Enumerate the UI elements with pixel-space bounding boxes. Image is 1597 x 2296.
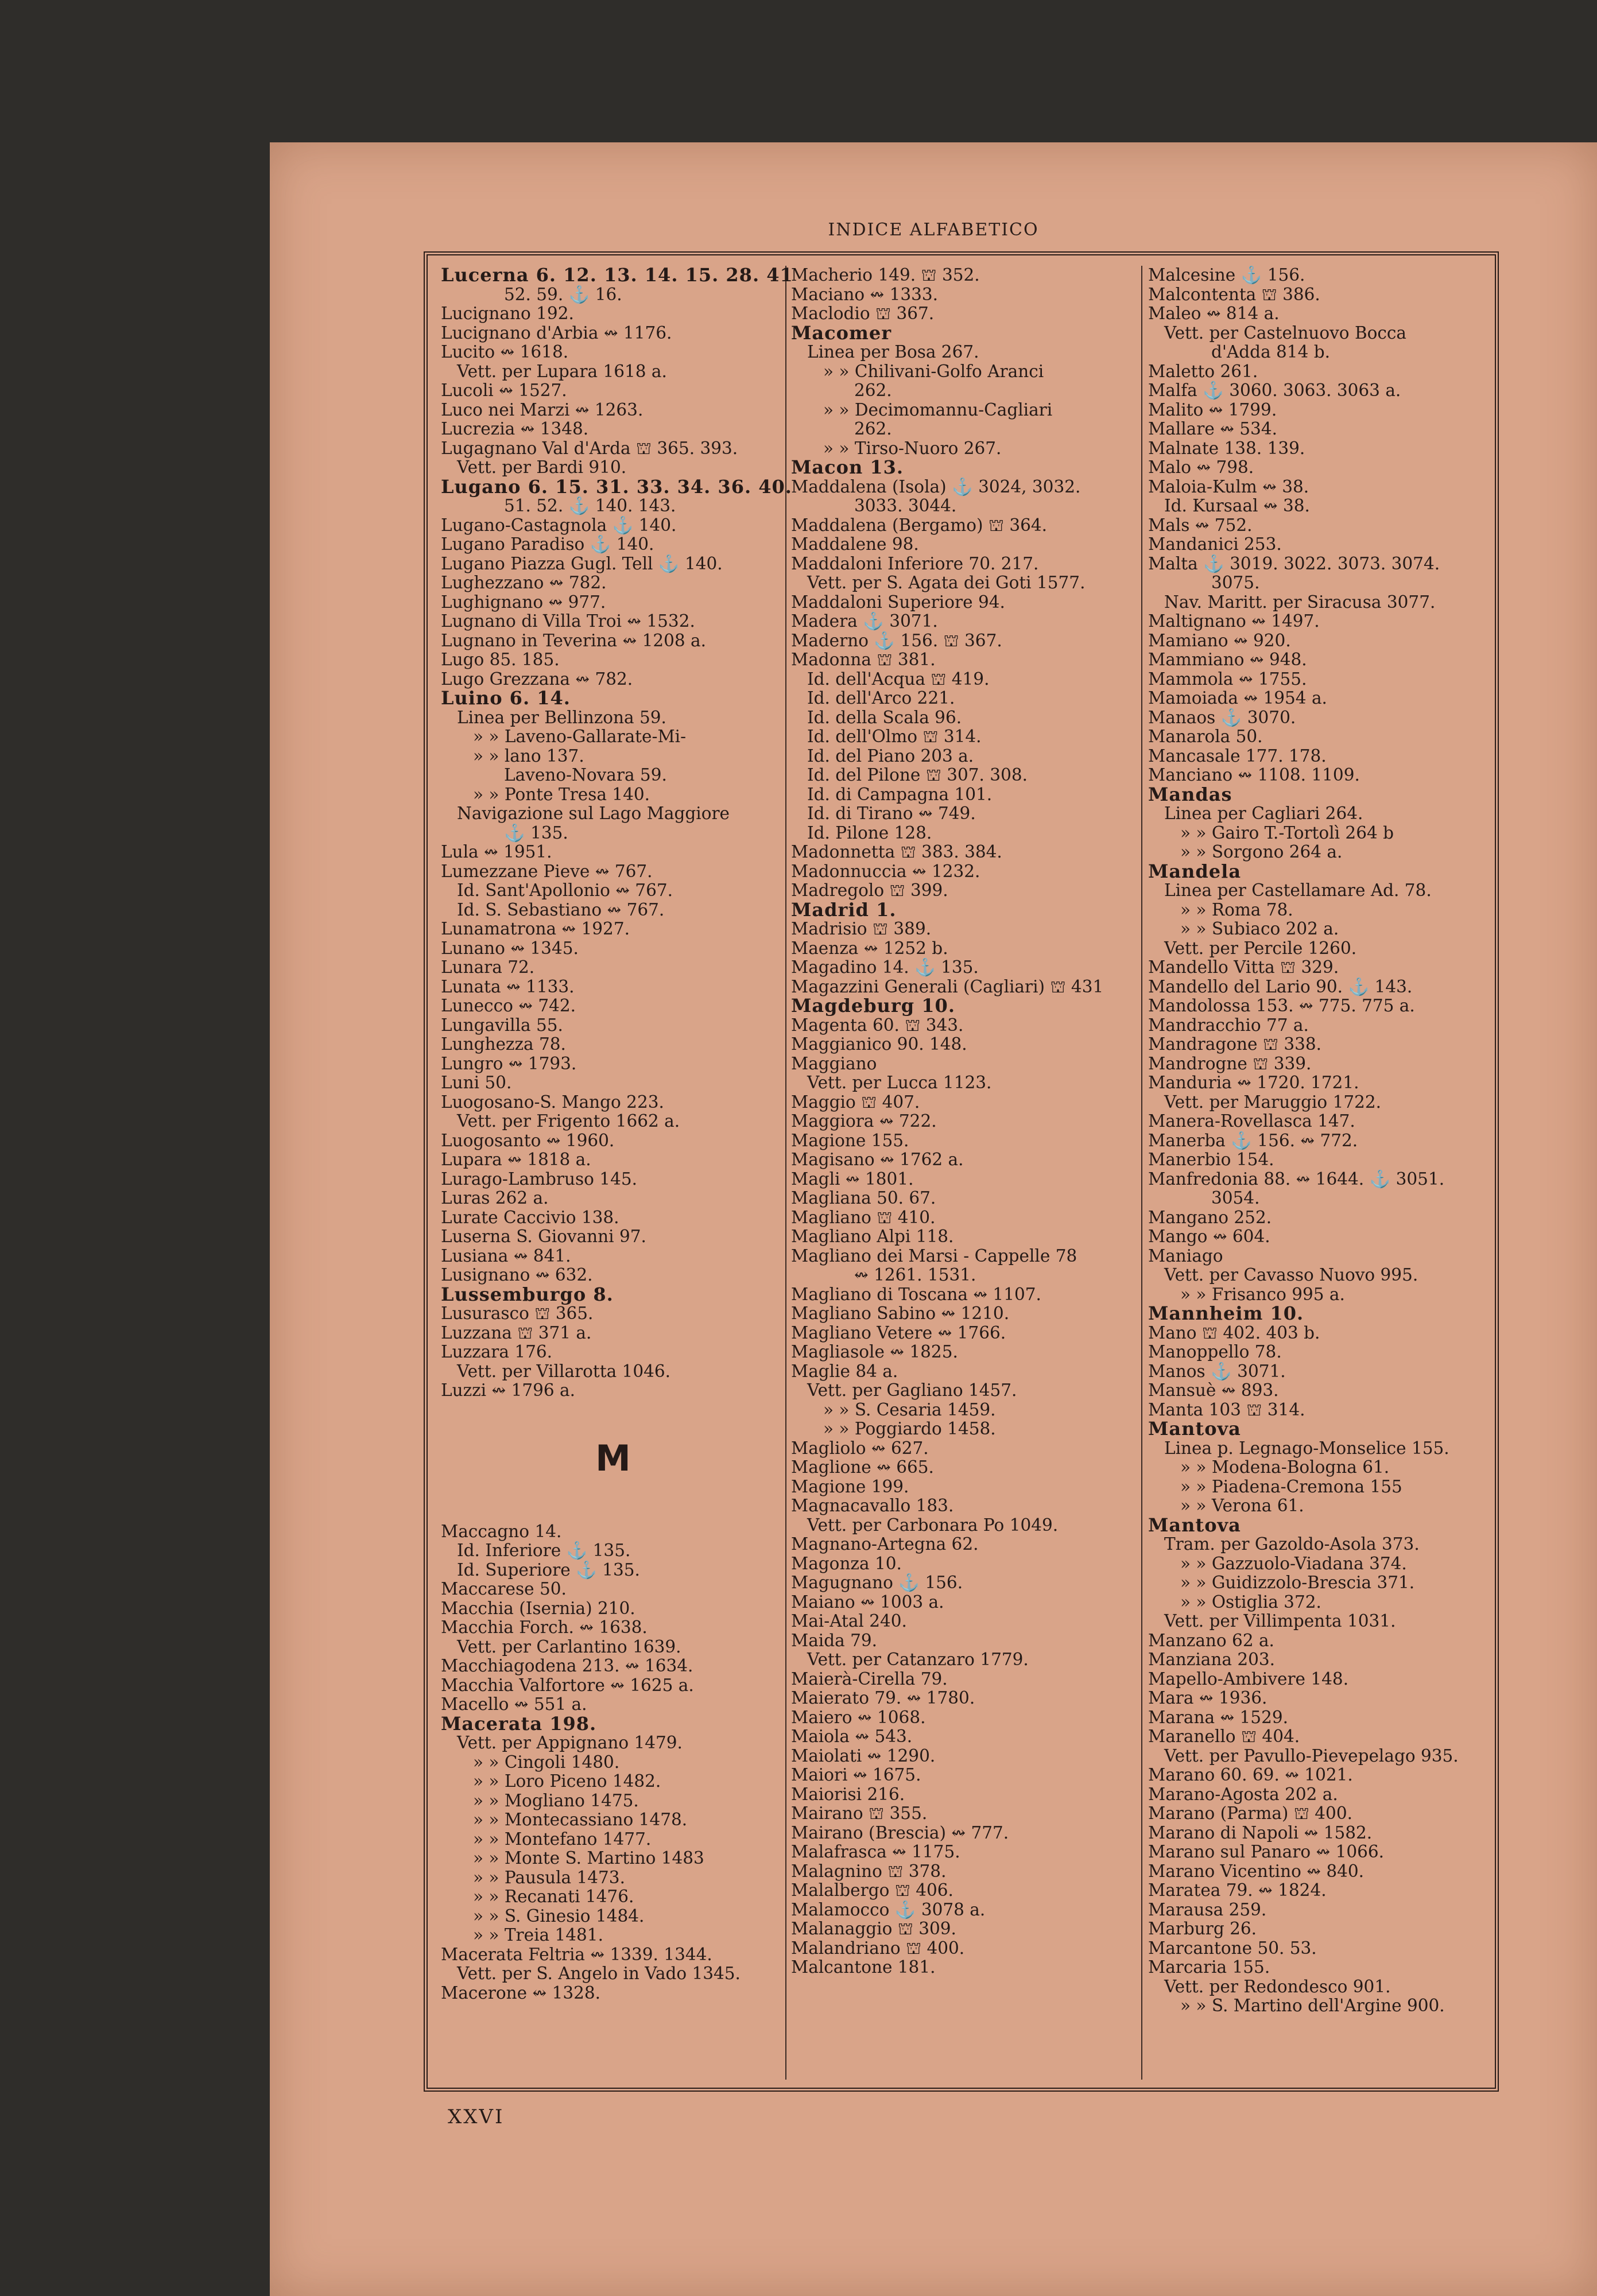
index-entry: Lucerna 6. 12. 13. 14. 15. 28. 41: [441, 264, 793, 286]
index-entry: Marausa 259.: [1148, 1899, 1267, 1919]
index-entry: Madrisio ⛫ 389.: [791, 919, 932, 938]
index-entry: » » lano 137.: [473, 746, 584, 766]
index-entry: Madonna ⛫ 381.: [791, 650, 936, 669]
index-entry: Manerba ⚓ 156. ↭ 772.: [1148, 1130, 1358, 1150]
index-entry: » » Tirso-Nuoro 267.: [823, 438, 1002, 458]
index-entry: Malafrasca ↭ 1175.: [791, 1842, 960, 1861]
index-entry: Magonza 10.: [791, 1553, 902, 1573]
index-entry: Lunecco ↭ 742.: [441, 996, 576, 1015]
index-entry: Lunano ↭ 1345.: [441, 938, 579, 958]
index-entry: Maierà-Cirella 79.: [791, 1669, 948, 1689]
index-entry: Lugo Grezzana ↭ 782.: [441, 669, 633, 689]
index-entry: Maggianico 90. 148.: [791, 1034, 967, 1054]
index-entry: » » Gairo T.-Tortolì 264 b: [1180, 823, 1394, 843]
index-column-2: [791, 266, 1135, 2080]
index-entry: Malandriano ⛫ 400.: [791, 1938, 965, 1958]
index-entry: 51. 52. ⚓ 140. 143.: [504, 496, 676, 515]
index-entry: Mangano 252.: [1148, 1207, 1272, 1227]
index-entry: » » Laveno-Gallarate-Mi-: [473, 727, 687, 746]
index-entry: Manta 103 ⛫ 314.: [1148, 1399, 1305, 1420]
index-entry: Vett. per Redondesco 901.: [1164, 1976, 1391, 1996]
index-entry: Lussemburgo 8.: [441, 1283, 614, 1305]
index-entry: Mancasale 177. 178.: [1148, 746, 1327, 766]
index-entry: Vett. per Maruggio 1722.: [1164, 1092, 1382, 1112]
index-entry: Magliano ⛫ 410.: [791, 1207, 936, 1227]
index-entry: Id. Inferiore ⚓ 135.: [457, 1541, 631, 1560]
index-entry: Linea per Cagliari 264.: [1164, 804, 1363, 823]
index-entry: Lugo 85. 185.: [441, 650, 560, 669]
index-entry: » » Poggiardo 1458.: [823, 1419, 996, 1438]
index-entry: » » S. Martino dell'Argine 900.: [1180, 1996, 1445, 2015]
index-entry: » » Modena-Bologna 61.: [1180, 1457, 1390, 1477]
index-entry: Maccagno 14.: [441, 1521, 562, 1541]
index-entry: Vett. per Lucca 1123.: [807, 1073, 992, 1092]
index-entry: Malta ⚓ 3019. 3022. 3073. 3074.: [1148, 553, 1440, 573]
index-entry: Luserna S. Giovanni 97.: [441, 1227, 646, 1246]
index-entry: 3033. 3044.: [854, 496, 957, 515]
index-entry: Magliano di Toscana ↭ 1107.: [791, 1284, 1041, 1304]
entries-ma: [441, 1522, 785, 2003]
index-entry: Maclodio ⛫ 367.: [791, 304, 935, 323]
index-entry: Magliasole ↭ 1825.: [791, 1342, 958, 1362]
index-entry: Luino 6. 14.: [441, 687, 571, 709]
index-entry: Marburg 26.: [1148, 1919, 1257, 1938]
index-entry: Maloia-Kulm ↭ 38.: [1148, 476, 1309, 497]
index-entry: Magione 199.: [791, 1476, 909, 1496]
index-entry: Manoppello 78.: [1148, 1342, 1282, 1362]
index-entry: ⚓ 135.: [504, 823, 568, 843]
index-entry: Lusignano ↭ 632.: [441, 1265, 593, 1285]
index-entry: Magliana 50. 67.: [791, 1188, 936, 1208]
index-entry: Vett. per Villimpenta 1031.: [1164, 1611, 1396, 1631]
index-entry: Madregolo ⛫ 399.: [791, 881, 948, 900]
index-entry: Macherio 149. ⛫ 352.: [791, 265, 980, 285]
index-entry: Mansuè ↭ 893.: [1148, 1380, 1279, 1400]
index-entry: Lupara ↭ 1818 a.: [441, 1150, 591, 1169]
index-entry: Magnacavallo 183.: [791, 1496, 954, 1515]
index-entry: Lurate Caccivio 138.: [441, 1207, 619, 1227]
index-entry: Id. Kursaal ↭ 38.: [1164, 496, 1310, 515]
index-entry: Mandragone ⛫ 338.: [1148, 1034, 1322, 1054]
index-entry: Vett. per Carbonara Po 1049.: [807, 1515, 1059, 1535]
index-entry: Manerbio 154.: [1148, 1150, 1274, 1169]
index-entry: Mai-Atal 240.: [791, 1611, 907, 1631]
index-entry: Linea p. Legnago-Monselice 155.: [1164, 1438, 1449, 1458]
entries-mac-mal: [791, 266, 1135, 1977]
index-entry: Madera ⚓ 3071.: [791, 611, 938, 631]
index-entry: Marcaria 155.: [1148, 1957, 1270, 1977]
index-entry: Id. dell'Arco 221.: [807, 688, 955, 708]
index-entry: Maiori ↭ 1675.: [791, 1765, 921, 1785]
index-entry: Maiolati ↭ 1290.: [791, 1746, 936, 1766]
index-entry: » » Monte S. Martino 1483: [473, 1848, 704, 1868]
index-entry: Marano 60. 69. ↭ 1021.: [1148, 1765, 1353, 1785]
index-entry: Vett. per Catanzaro 1779.: [807, 1650, 1029, 1669]
index-entry: Magnano-Artegna 62.: [791, 1534, 979, 1554]
index-entry: Malcontenta ⛫ 386.: [1148, 284, 1320, 304]
index-entry: Manos ⚓ 3071.: [1148, 1361, 1286, 1381]
index-entry: Linea per Castellamare Ad. 78.: [1164, 881, 1432, 900]
index-entry: Maranello ⛫ 404.: [1148, 1727, 1300, 1746]
index-entry: Maratea 79. ↭ 1824.: [1148, 1880, 1327, 1900]
index-entry: Lugagnano Val d'Arda ⛫ 365. 393.: [441, 438, 738, 458]
index-entry: Marano-Agosta 202 a.: [1148, 1784, 1338, 1804]
index-entry: Lusiana ↭ 841.: [441, 1246, 571, 1266]
index-entry: Marano sul Panaro ↭ 1066.: [1148, 1842, 1385, 1861]
index-entry: Macomer: [791, 321, 892, 344]
index-entry: Tram. per Gazoldo-Asola 373.: [1164, 1534, 1420, 1554]
index-entry: Maierato 79. ↭ 1780.: [791, 1688, 975, 1708]
index-entry: » » Cingoli 1480.: [473, 1752, 620, 1772]
index-entry: Mannheim 10.: [1148, 1302, 1304, 1324]
index-entry: 262.: [854, 419, 892, 439]
index-entry: Manciano ↭ 1108. 1109.: [1148, 765, 1360, 785]
index-entry: Maiero ↭ 1068.: [791, 1707, 926, 1727]
index-entry: Luzzara 176.: [441, 1342, 553, 1362]
index-entry: Marano (Parma) ⛫ 400.: [1148, 1804, 1352, 1823]
index-entry: » » S. Ginesio 1484.: [473, 1906, 645, 1926]
index-entry: Manziana 203.: [1148, 1650, 1276, 1669]
index-entry: Malo ↭ 798.: [1148, 457, 1254, 477]
index-entry: Lucignano 192.: [441, 304, 574, 323]
index-entry: Maglione ↭ 665.: [791, 1457, 934, 1477]
index-entry: Macchiagodena 213. ↭ 1634.: [441, 1656, 693, 1676]
index-entry: Lugnano di Villa Troi ↭ 1532.: [441, 611, 695, 631]
index-entry: » » Treia 1481.: [473, 1925, 603, 1945]
index-entry: Luzzana ⛫ 371 a.: [441, 1322, 592, 1343]
index-entry: Vett. per Percile 1260.: [1164, 938, 1357, 958]
index-entry: Mandello del Lario 90. ⚓ 143.: [1148, 976, 1413, 996]
index-entry: ↭ 1261. 1531.: [854, 1265, 976, 1285]
index-entry: Lucoli ↭ 1527.: [441, 381, 567, 400]
index-entry: Id. Sant'Apollonio ↭ 767.: [457, 881, 673, 900]
index-entry: Maleo ↭ 814 a.: [1148, 304, 1280, 323]
index-entry: Marcantone 50. 53.: [1148, 1938, 1317, 1958]
index-entry: Lugano Piazza Gugl. Tell ⚓ 140.: [441, 553, 723, 573]
index-entry: Lucito ↭ 1618.: [441, 342, 569, 362]
index-entry: » » Mogliano 1475.: [473, 1790, 639, 1810]
index-entry: Marano Vicentino ↭ 840.: [1148, 1861, 1365, 1881]
index-entry: Lugano-Castagnola ⚓ 140.: [441, 515, 677, 535]
index-entry: Maglie 84 a.: [791, 1361, 898, 1381]
column-divider: [1141, 266, 1142, 2080]
index-entry: Lugano Paradiso ⚓ 140.: [441, 534, 654, 554]
index-entry: Lurago-Lambruso 145.: [441, 1169, 637, 1189]
index-entry: » » Decimomannu-Cagliari: [823, 400, 1053, 420]
index-entry: Mamiano ↭ 920.: [1148, 630, 1291, 650]
index-entry: Maiola ↭ 543.: [791, 1727, 913, 1746]
index-column-3: [1148, 266, 1487, 2080]
index-entry: Mairano ⛫ 355.: [791, 1804, 928, 1823]
index-entry: Mango ↭ 604.: [1148, 1227, 1270, 1246]
index-entry: Maggiora ↭ 722.: [791, 1111, 937, 1131]
index-entry: Mara ↭ 1936.: [1148, 1688, 1267, 1708]
index-entry: Maddalene 98.: [791, 534, 919, 554]
index-entry: Maddaloni Superiore 94.: [791, 592, 1005, 612]
index-entry: » » Ponte Tresa 140.: [473, 784, 650, 804]
index-entry: Lughignano ↭ 977.: [441, 592, 606, 612]
index-entry: Id. dell'Olmo ⛫ 314.: [807, 727, 982, 746]
index-entry: Macchia Valfortore ↭ 1625 a.: [441, 1675, 694, 1695]
index-entry: Maletto 261.: [1148, 361, 1258, 381]
index-entry: » » Gazzuolo-Viadana 374.: [1180, 1553, 1407, 1573]
index-entry: Mallare ↭ 534.: [1148, 419, 1277, 439]
index-entry: Id. Superiore ⚓ 135.: [457, 1560, 640, 1580]
index-entry: » » Verona 61.: [1180, 1496, 1304, 1515]
index-entry: Navigazione sul Lago Maggiore: [457, 804, 730, 823]
index-entry: Marano di Napoli ↭ 1582.: [1148, 1822, 1373, 1843]
index-entry: Luni 50.: [441, 1073, 512, 1092]
index-entry: Vett. per S. Agata dei Goti 1577.: [807, 573, 1086, 592]
index-entry: Magliano Sabino ↭ 1210.: [791, 1304, 1010, 1323]
index-entry: Lunamatrona ↭ 1927.: [441, 919, 630, 938]
index-entry: Vett. per Appignano 1479.: [457, 1733, 683, 1752]
index-entry: Vett. per Castelnuovo Bocca: [1164, 323, 1407, 343]
index-entry: Maniago: [1148, 1246, 1223, 1266]
index-entry: Malanaggio ⛫ 309.: [791, 1919, 956, 1938]
index-entry: » » Piadena-Cremona 155: [1180, 1476, 1402, 1496]
index-entry: Vett. per Gagliano 1457.: [807, 1380, 1017, 1400]
index-entry: Macerata 198.: [441, 1712, 597, 1735]
index-entry: Mandracchio 77 a.: [1148, 1015, 1309, 1035]
index-entry: Maddaloni Inferiore 70. 217.: [791, 553, 1039, 573]
page-number: XXVI: [448, 2105, 505, 2128]
index-entry: Manzano 62 a.: [1148, 1630, 1274, 1650]
index-entry: Vett. per Carlantino 1639.: [457, 1636, 681, 1657]
index-entry: » » S. Cesaria 1459.: [823, 1399, 996, 1420]
index-entry: Luogosanto ↭ 1960.: [441, 1130, 615, 1150]
index-entry: » » Frisanco 995 a.: [1180, 1284, 1345, 1304]
index-entry: Vett. per Cavasso Nuovo 995.: [1164, 1265, 1418, 1285]
index-entry: Vett. per Lupara 1618 a.: [457, 361, 667, 381]
index-entry: Id. di Tirano ↭ 749.: [807, 804, 976, 823]
index-entry: Lucignano d'Arbia ↭ 1176.: [441, 323, 672, 343]
index-entry: 3054.: [1211, 1188, 1260, 1208]
index-entry: Vett. per Villarotta 1046.: [457, 1361, 671, 1381]
index-entry: Lugnano in Teverina ↭ 1208 a.: [441, 630, 706, 650]
index-entry: 52. 59. ⚓ 16.: [504, 284, 622, 304]
index-entry: Maciano ↭ 1333.: [791, 284, 939, 304]
index-entry: Vett. per Frigento 1662 a.: [457, 1111, 680, 1131]
index-entry: Magliano dei Marsi - Cappelle 78: [791, 1246, 1077, 1266]
index-entry: Macerata Feltria ↭ 1339. 1344.: [441, 1944, 712, 1964]
index-entry: Lula ↭ 1951.: [441, 842, 552, 862]
index-entry: Maida 79.: [791, 1630, 877, 1650]
index-entry: Magione 155.: [791, 1130, 909, 1150]
index-entry: Vett. per S. Angelo in Vado 1345.: [457, 1964, 741, 1983]
index-entry: Mano ⛫ 402. 403 b.: [1148, 1322, 1320, 1343]
index-entry: Lungavilla 55.: [441, 1015, 563, 1035]
index-entry: » » Roma 78.: [1180, 899, 1293, 920]
index-entry: Maggio ⛫ 407.: [791, 1092, 920, 1112]
index-entry: Maggiano: [791, 1053, 877, 1073]
index-entry: Magdeburg 10.: [791, 995, 955, 1017]
index-entry: Linea per Bosa 267.: [807, 342, 979, 362]
index-entry: » » Chilivani-Golfo Aranci: [823, 361, 1044, 381]
index-entry: Id. della Scala 96.: [807, 707, 962, 727]
index-entry: Macon 13.: [791, 456, 904, 478]
index-entry: Malagnino ⛫ 378.: [791, 1861, 947, 1881]
index-entry: Marana ↭ 1529.: [1148, 1707, 1288, 1727]
index-entry: Id. Pilone 128.: [807, 823, 932, 843]
index-entry: Mandolossa 153. ↭ 775. 775 a.: [1148, 996, 1415, 1015]
index-column-1: [441, 264, 793, 2080]
index-entry: Mandanici 253.: [1148, 534, 1282, 554]
index-entry: Magazzini Generali (Cagliari) ⛫ 431: [791, 976, 1104, 996]
index-entry: Madonnuccia ↭ 1232.: [791, 861, 980, 881]
index-entry: » » Montecassiano 1478.: [473, 1810, 688, 1829]
index-entry: Lunara 72.: [441, 957, 535, 977]
index-entry: Magli ↭ 1801.: [791, 1169, 914, 1189]
index-entry: Lungro ↭ 1793.: [441, 1053, 577, 1073]
index-entry: » » Subiaco 202 a.: [1180, 919, 1339, 938]
index-entry: Manduria ↭ 1720. 1721.: [1148, 1073, 1359, 1092]
index-entry: Mandello Vitta ⛫ 329.: [1148, 957, 1339, 977]
index-entry: Madrid 1.: [791, 898, 897, 921]
index-entry: Lumezzane Pieve ↭ 767.: [441, 861, 653, 881]
index-entry: Malito ↭ 1799.: [1148, 400, 1277, 420]
index-entry: Macchia Forch. ↭ 1638.: [441, 1618, 648, 1637]
index-entry: Magenta 60. ⛫ 343.: [791, 1015, 964, 1035]
index-entry: Lunghezza 78.: [441, 1034, 566, 1054]
index-entry: Mapello-Ambivere 148.: [1148, 1669, 1349, 1689]
index-entry: » » Sorgono 264 a.: [1180, 842, 1343, 862]
index-entry: Id. del Pilone ⛫ 307. 308.: [807, 765, 1028, 785]
entries-lu: [441, 264, 793, 1401]
index-entry: Mammiano ↭ 948.: [1148, 650, 1307, 669]
index-entry: Id. di Campagna 101.: [807, 784, 993, 804]
entries-mal-mar: [1148, 266, 1487, 2016]
index-entry: Maltignano ↭ 1497.: [1148, 611, 1320, 631]
index-entry: Lucrezia ↭ 1348.: [441, 419, 589, 439]
index-entry: Magliano Vetere ↭ 1766.: [791, 1322, 1006, 1343]
index-entry: Lugano 6. 15. 31. 33. 34. 36. 40.: [441, 475, 792, 498]
column-divider: [785, 266, 786, 2080]
index-entry: Manera-Rovellasca 147.: [1148, 1111, 1355, 1131]
index-entry: » » Recanati 1476.: [473, 1887, 634, 1906]
index-entry: Malalbergo ⛫ 406.: [791, 1880, 953, 1900]
section-letter: M: [595, 1437, 631, 1479]
index-entry: Id. dell'Acqua ⛫ 419.: [807, 669, 990, 689]
index-entry: Lusurasco ⛫ 365.: [441, 1304, 594, 1323]
index-entry: Malamocco ⚓ 3078 a.: [791, 1899, 986, 1919]
index-entry: Maiorisi 216.: [791, 1784, 905, 1804]
index-entry: Mandela: [1148, 860, 1242, 882]
index-entry: Madonnetta ⛫ 383. 384.: [791, 842, 1002, 862]
index-entry: Luogosano-S. Mango 223.: [441, 1092, 664, 1112]
index-entry: Id. S. Sebastiano ↭ 767.: [457, 899, 665, 920]
index-entry: Manfredonia 88. ↭ 1644. ⚓ 3051.: [1148, 1169, 1445, 1189]
index-entry: Lughezzano ↭ 782.: [441, 573, 607, 592]
index-entry: Maccarese 50.: [441, 1579, 567, 1599]
index-entry: Magisano ↭ 1762 a.: [791, 1150, 964, 1169]
index-entry: Maddalena (Isola) ⚓ 3024, 3032.: [791, 476, 1081, 497]
index-entry: Mals ↭ 752.: [1148, 515, 1253, 535]
index-entry: Id. del Piano 203 a.: [807, 746, 974, 766]
index-entry: Luzzi ↭ 1796 a.: [441, 1380, 575, 1400]
index-entry: Malnate 138. 139.: [1148, 438, 1305, 458]
index-entry: Linea per Bellinzona 59.: [457, 707, 666, 727]
index-entry: Mandas: [1148, 783, 1232, 805]
index-entry: Manaos ⚓ 3070.: [1148, 707, 1296, 727]
index-entry: Luco nei Marzi ↭ 1263.: [441, 400, 644, 420]
index-entry: Magliolo ↭ 627.: [791, 1438, 929, 1458]
index-entry: Magugnano ⚓ 156.: [791, 1573, 963, 1592]
index-entry: Malcantone 181.: [791, 1957, 936, 1977]
index-entry: d'Adda 814 b.: [1211, 342, 1330, 362]
index-entry: Maderno ⚓ 156. ⛫ 367.: [791, 630, 1002, 650]
index-entry: 3075.: [1211, 573, 1260, 592]
index-entry: Malcesine ⚓ 156.: [1148, 265, 1305, 285]
index-entry: » » Loro Piceno 1482.: [473, 1771, 661, 1791]
index-entry: Macello ↭ 551 a.: [441, 1694, 587, 1714]
index-entry: Lunata ↭ 1133.: [441, 976, 575, 996]
index-entry: Macerone ↭ 1328.: [441, 1983, 601, 2003]
index-entry: » » Pausula 1473.: [473, 1867, 625, 1887]
index-entry: Malfa ⚓ 3060. 3063. 3063 a.: [1148, 381, 1401, 400]
index-entry: Laveno-Novara 59.: [504, 765, 667, 785]
index-entry: Mantova: [1148, 1418, 1241, 1440]
index-entry: Mammola ↭ 1755.: [1148, 669, 1307, 689]
index-entry: Nav. Maritt. per Siracusa 3077.: [1164, 592, 1436, 612]
index-entry: Maiano ↭ 1003 a.: [791, 1592, 944, 1612]
index-entry: Vett. per Pavullo-Pievepelago 935.: [1164, 1746, 1459, 1766]
index-entry: » » Montefano 1477.: [473, 1829, 652, 1849]
index-entry: Mandrogne ⛫ 339.: [1148, 1053, 1312, 1073]
index-entry: Mamoiada ↭ 1954 a.: [1148, 688, 1327, 708]
index-entry: Luras 262 a.: [441, 1188, 549, 1208]
index-entry: Mairano (Brescia) ↭ 777.: [791, 1822, 1009, 1843]
page-header: INDICE ALFABETICO: [828, 220, 1039, 240]
index-entry: 262.: [854, 381, 892, 400]
index-entry: Macchia (Isernia) 210.: [441, 1598, 635, 1618]
index-entry: Manarola 50.: [1148, 727, 1263, 746]
index-entry: » » Ostiglia 372.: [1180, 1592, 1321, 1612]
index-entry: Magliano Alpi 118.: [791, 1227, 954, 1246]
index-entry: » » Guidizzolo-Brescia 371.: [1180, 1573, 1415, 1592]
index-entry: Mantova: [1148, 1514, 1241, 1536]
index-entry: Maddalena (Bergamo) ⛫ 364.: [791, 515, 1048, 535]
index-entry: Maenza ↭ 1252 b.: [791, 938, 948, 958]
index-entry: Magadino 14. ⚓ 135.: [791, 957, 979, 977]
index-entry: Vett. per Bardi 910.: [457, 457, 627, 477]
